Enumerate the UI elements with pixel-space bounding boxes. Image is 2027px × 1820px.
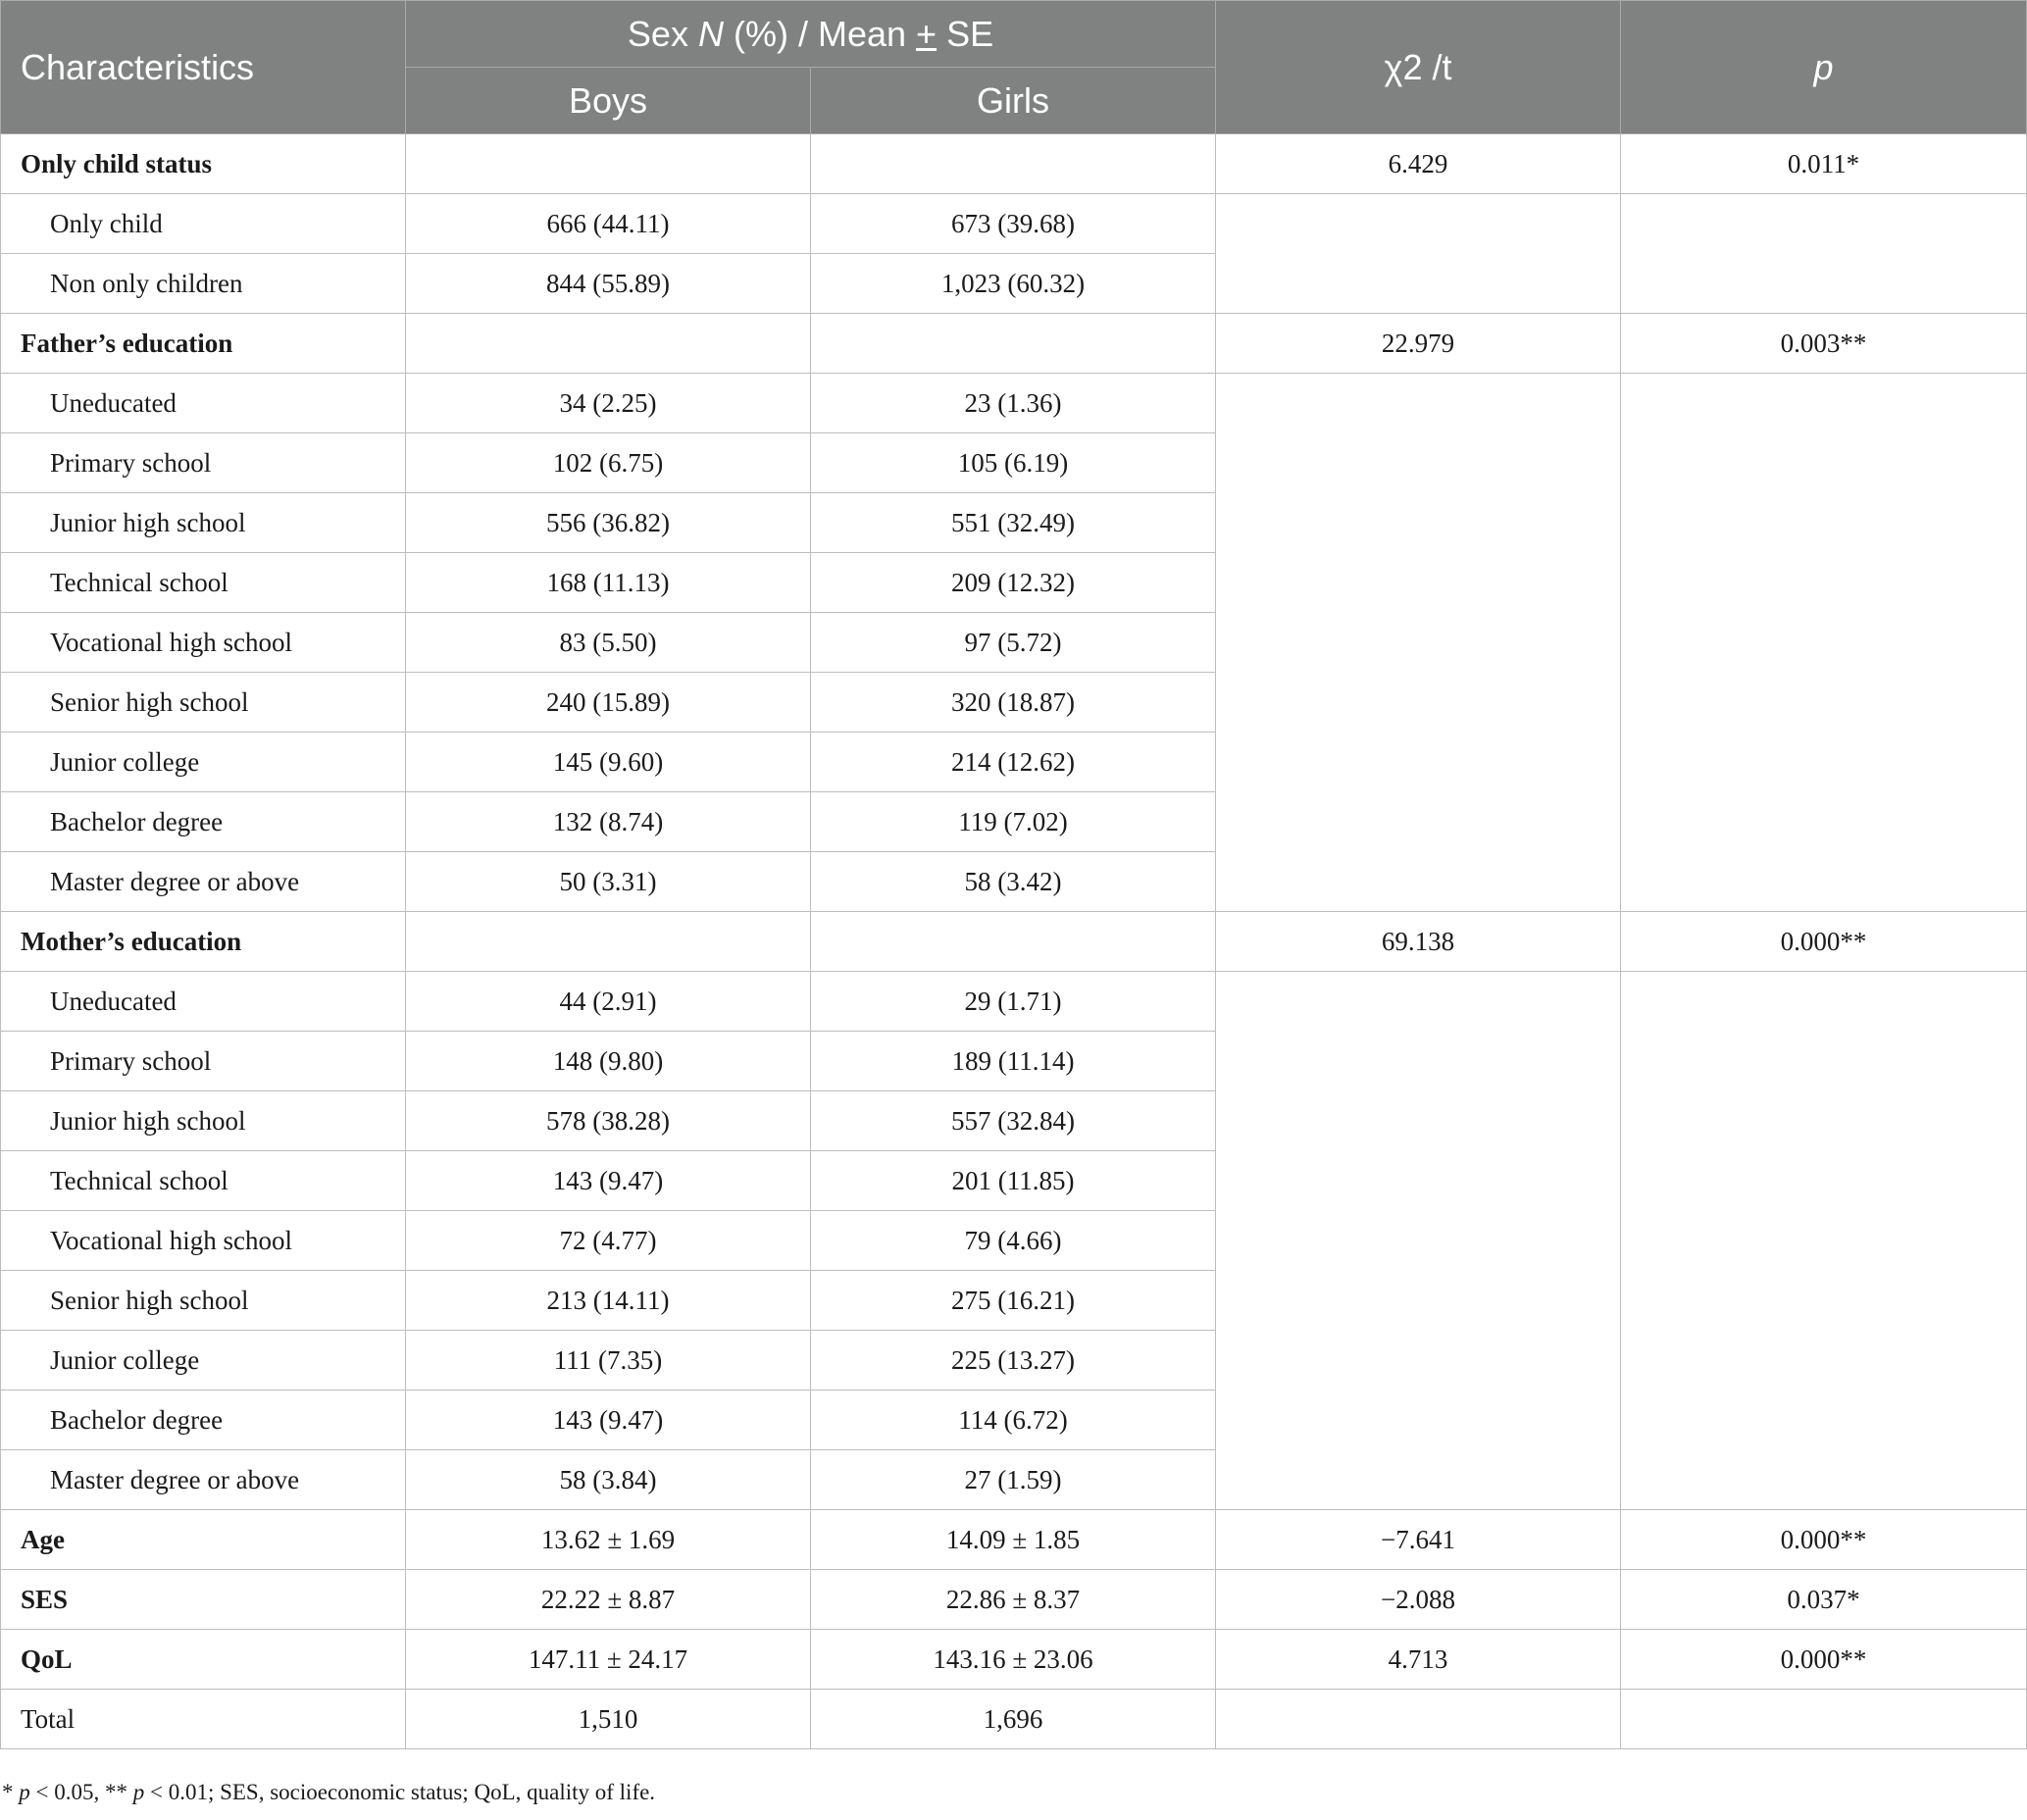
header-stat: χ2 /t xyxy=(1216,1,1621,134)
cell-girls: 114 (6.72) xyxy=(811,1390,1216,1450)
cell-girls: 209 (12.32) xyxy=(811,553,1216,613)
cell-girls-empty xyxy=(811,314,1216,374)
cell-girls: 29 (1.71) xyxy=(811,972,1216,1032)
cell-girls: 27 (1.59) xyxy=(811,1450,1216,1510)
row-label: Age xyxy=(1,1510,406,1570)
cell-boys: 168 (11.13) xyxy=(406,553,811,613)
cell-boys: 145 (9.60) xyxy=(406,733,811,792)
table-row-qol xyxy=(1,1630,2027,1690)
header-group-n: N xyxy=(697,13,724,54)
cell-boys: 148 (9.80) xyxy=(406,1032,811,1091)
table-row-ses xyxy=(1,1570,2027,1630)
footnote-text1: < 0.05, ** xyxy=(29,1780,133,1804)
cell-boys: 58 (3.84) xyxy=(406,1450,811,1510)
cell-girls-empty xyxy=(811,912,1216,972)
cell-boys: 111 (7.35) xyxy=(406,1331,811,1390)
cell-boys: 50 (3.31) xyxy=(406,852,811,912)
cell-boys: 44 (2.91) xyxy=(406,972,811,1032)
row-label: Junior college xyxy=(1,733,406,792)
cell-boys: 666 (44.11) xyxy=(406,194,811,254)
cell-boys-empty xyxy=(406,134,811,194)
cell-girls: 214 (12.62) xyxy=(811,733,1216,792)
row-label: Bachelor degree xyxy=(1,792,406,852)
cell-p: 0.000** xyxy=(1621,912,2027,972)
row-label: SES xyxy=(1,1570,406,1630)
cell-boys: 240 (15.89) xyxy=(406,673,811,733)
footnote-text2: < 0.01; SES, socioeconomic status; QoL, quality of life. xyxy=(144,1780,656,1804)
row-label: Bachelor degree xyxy=(1,1390,406,1450)
cell-girls: 551 (32.49) xyxy=(811,493,1216,553)
cell-stat: 6.429 xyxy=(1216,134,1621,194)
table-header xyxy=(1,1,2027,134)
cell-girls: 1,023 (60.32) xyxy=(811,254,1216,314)
cell-stat-empty xyxy=(1216,1690,1621,1749)
cell-boys: 143 (9.47) xyxy=(406,1151,811,1211)
cell-boys: 578 (38.28) xyxy=(406,1091,811,1151)
footnote-p1: p xyxy=(19,1780,30,1804)
cell-girls: 58 (3.42) xyxy=(811,852,1216,912)
cell-stat: 22.979 xyxy=(1216,314,1621,374)
table-row xyxy=(1,374,2027,433)
row-label: Mother’s education xyxy=(1,912,406,972)
row-label: Senior high school xyxy=(1,673,406,733)
cell-p-empty xyxy=(1621,1690,2027,1749)
table-row-total xyxy=(1,1690,2027,1749)
row-label: Primary school xyxy=(1,1032,406,1091)
cell-girls: 201 (11.85) xyxy=(811,1151,1216,1211)
cell-boys: 844 (55.89) xyxy=(406,254,811,314)
table-body xyxy=(1,134,2027,1749)
row-label: Only child xyxy=(1,194,406,254)
table-row-father-education xyxy=(1,314,2027,374)
table-row-age xyxy=(1,1510,2027,1570)
header-p-text: p xyxy=(1813,46,1834,87)
header-group-prefix: Sex xyxy=(627,13,698,54)
cell-boys: 1,510 xyxy=(406,1690,811,1749)
row-label: Primary school xyxy=(1,433,406,493)
header-group-pm: + xyxy=(916,13,937,54)
cell-boys: 213 (14.11) xyxy=(406,1271,811,1331)
cell-girls-empty xyxy=(811,134,1216,194)
cell-girls: 119 (7.02) xyxy=(811,792,1216,852)
cell-boys-empty xyxy=(406,912,811,972)
cell-girls: 275 (16.21) xyxy=(811,1271,1216,1331)
row-label: Junior high school xyxy=(1,1091,406,1151)
footnote-p2: p xyxy=(132,1780,145,1804)
cell-boys: 102 (6.75) xyxy=(406,433,811,493)
header-girls: Girls xyxy=(811,68,1216,134)
cell-p-empty xyxy=(1621,972,2027,1510)
row-label: Father’s education xyxy=(1,314,406,374)
cell-boys: 556 (36.82) xyxy=(406,493,811,553)
cell-girls: 143.16 ± 23.06 xyxy=(811,1630,1216,1690)
cell-girls: 79 (4.66) xyxy=(811,1211,1216,1271)
cell-p: 0.003** xyxy=(1621,314,2027,374)
cell-girls: 14.09 ± 1.85 xyxy=(811,1510,1216,1570)
cell-stat: 69.138 xyxy=(1216,912,1621,972)
cell-boys: 132 (8.74) xyxy=(406,792,811,852)
cell-boys-empty xyxy=(406,314,811,374)
cell-p-empty xyxy=(1621,374,2027,912)
row-label: Non only children xyxy=(1,254,406,314)
cell-boys: 83 (5.50) xyxy=(406,613,811,673)
table-row xyxy=(1,194,2027,254)
cell-p: 0.000** xyxy=(1621,1510,2027,1570)
cell-boys: 72 (4.77) xyxy=(406,1211,811,1271)
header-boys: Boys xyxy=(406,68,811,134)
cell-stat-empty xyxy=(1216,194,1621,314)
row-label: Only child status xyxy=(1,134,406,194)
cell-boys: 34 (2.25) xyxy=(406,374,811,433)
cell-stat: −2.088 xyxy=(1216,1570,1621,1630)
cell-stat: −7.641 xyxy=(1216,1510,1621,1570)
header-characteristics: Characteristics xyxy=(1,1,406,134)
row-label: Uneducated xyxy=(1,972,406,1032)
header-group-mid: (%) / Mean xyxy=(723,13,917,54)
table-row xyxy=(1,972,2027,1032)
cell-girls: 22.86 ± 8.37 xyxy=(811,1570,1216,1630)
cell-stat: 4.713 xyxy=(1216,1630,1621,1690)
cell-boys: 143 (9.47) xyxy=(406,1390,811,1450)
header-p xyxy=(1621,1,2027,134)
cell-p: 0.011* xyxy=(1621,134,2027,194)
row-label: Technical school xyxy=(1,553,406,613)
row-label: Technical school xyxy=(1,1151,406,1211)
cell-girls: 1,696 xyxy=(811,1690,1216,1749)
cell-stat-empty xyxy=(1216,374,1621,912)
cell-p: 0.037* xyxy=(1621,1570,2027,1630)
header-group-suffix: SE xyxy=(937,13,994,54)
cell-girls: 557 (32.84) xyxy=(811,1091,1216,1151)
row-label: Vocational high school xyxy=(1,1211,406,1271)
table-footnote xyxy=(0,1780,655,1805)
row-label: QoL xyxy=(1,1630,406,1690)
row-label: Vocational high school xyxy=(1,613,406,673)
row-label: Uneducated xyxy=(1,374,406,433)
row-label: Senior high school xyxy=(1,1271,406,1331)
cell-p-empty xyxy=(1621,194,2027,314)
row-label: Total xyxy=(1,1690,406,1749)
row-label: Master degree or above xyxy=(1,852,406,912)
table-row-mother-education xyxy=(1,912,2027,972)
cell-girls: 97 (5.72) xyxy=(811,613,1216,673)
header-sex-group xyxy=(406,1,1216,68)
cell-p: 0.000** xyxy=(1621,1630,2027,1690)
row-label: Junior high school xyxy=(1,493,406,553)
cell-girls: 320 (18.87) xyxy=(811,673,1216,733)
cell-girls: 23 (1.36) xyxy=(811,374,1216,433)
cell-girls: 105 (6.19) xyxy=(811,433,1216,493)
cell-girls: 225 (13.27) xyxy=(811,1331,1216,1390)
cell-girls: 189 (11.14) xyxy=(811,1032,1216,1091)
row-label: Master degree or above xyxy=(1,1450,406,1510)
row-label: Junior college xyxy=(1,1331,406,1390)
cell-stat-empty xyxy=(1216,972,1621,1510)
cell-boys: 22.22 ± 8.87 xyxy=(406,1570,811,1630)
cell-girls: 673 (39.68) xyxy=(811,194,1216,254)
table-row-only-child-status xyxy=(1,134,2027,194)
cell-boys: 147.11 ± 24.17 xyxy=(406,1630,811,1690)
cell-boys: 13.62 ± 1.69 xyxy=(406,1510,811,1570)
footnote-star: * xyxy=(2,1780,20,1804)
